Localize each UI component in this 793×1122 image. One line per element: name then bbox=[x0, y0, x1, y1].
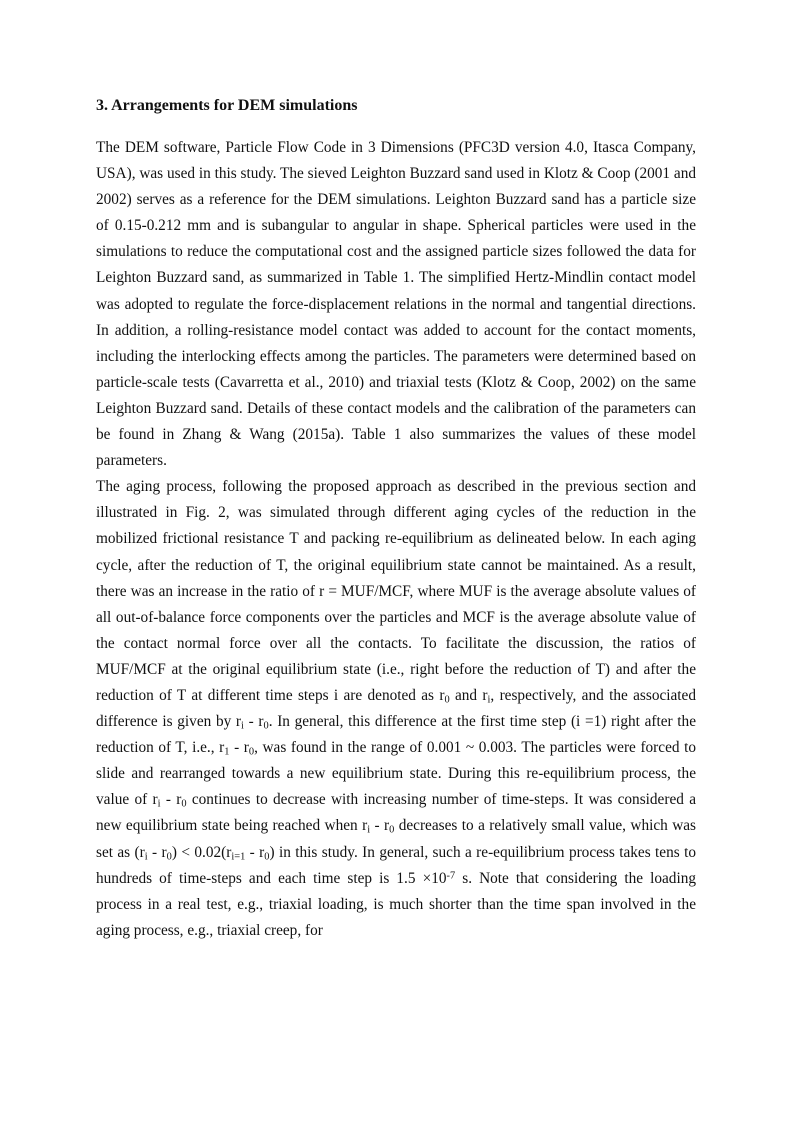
text-run: s. Note that considering the loading process in a real test, e.g., triaxial loading, is much shorter than the time span involved in the aging process, e.g., triaxial creep, for bbox=[96, 869, 697, 939]
subscript: 0 bbox=[166, 851, 172, 863]
text-run: - r bbox=[160, 791, 182, 809]
subscript: 0 bbox=[444, 694, 450, 706]
text-run: , respectively, and the associated difference is given by r bbox=[96, 686, 696, 731]
text-run: decreases to a relatively small value, which was set as (r bbox=[96, 817, 696, 861]
document-page bbox=[96, 93, 696, 944]
paragraph-aging-process bbox=[96, 474, 696, 944]
text-run: - r bbox=[147, 843, 167, 861]
text-run: . In general, this difference at the first time step (i =1) right after the reduction of T, i.e., r bbox=[96, 713, 696, 757]
subscript: 1 bbox=[224, 746, 230, 758]
subscript: i bbox=[367, 825, 371, 837]
section-heading: 3. Arrangements for DEM simulations bbox=[96, 97, 358, 114]
text-run: continues to decrease with increasing number of time-steps. It was considered a new equilibrium state being reached when r bbox=[96, 791, 696, 835]
subscript: i bbox=[144, 851, 148, 863]
text-run: ) < 0.02(r bbox=[171, 843, 232, 861]
subscript: i bbox=[487, 694, 491, 706]
subscript: i bbox=[241, 720, 244, 732]
text-run: - r bbox=[370, 817, 390, 835]
subscript: 0 bbox=[389, 825, 395, 837]
text-run: ) in this study. In general, such a re-equilibrium process takes tens to hundreds of time-steps and each time step is 1.5 ×10 bbox=[96, 843, 696, 887]
text-run: - r bbox=[229, 739, 249, 757]
text-run: - r bbox=[243, 713, 264, 731]
paragraph-dem-software: The DEM software, Particle Flow Code in 3 Dimensions (PFC3D version 4.0, Itasca Company, USA), was used in this study. The sieved Leighton Buzzard sand used in Klotz & Coop (2001 and 2002) serves as a reference for the DEM simulations. Leighton Buzzard sand has a particle size of 0.15-0.212 mm and is subangular to angular in shape. Spherical particles were used in the simulations to reduce the computational cost and the assigned particle sizes followed the data for Leighton Buzzard sand, as summarized in Table 1. The simplified Hertz-Mindlin contact model was adopted to regulate the force-displacement relations in the normal and tangential directions. In addition, a rolling-resistance model contact was added to account for the contact moments, including the interlocking effects among the particles. The parameters were determined based on particle-scale tests (Cavarretta et al., 2010) and triaxial tests (Klotz & Coop, 2002) on the same Leighton Buzzard sand. Details of these contact models and the calibration of the parameters can be found in Zhang & Wang (2015a). Table 1 also summarizes the values of these model parameters. bbox=[96, 139, 696, 470]
text-run: , was found in the range of 0.001 ~ 0.003. The particles were forced to slide and rearranged towards a new equilibrium state. During this re-equilibrium process, the value of r bbox=[96, 739, 697, 809]
text-run: - r bbox=[245, 843, 265, 861]
subscript: 0 bbox=[264, 851, 270, 863]
superscript: -7 bbox=[446, 869, 456, 881]
subscript: i bbox=[157, 798, 161, 810]
subscript: 0 bbox=[263, 720, 269, 732]
text-run: and r bbox=[449, 686, 488, 704]
text-run: The aging process, following the proposed approach as described in the previous section and illustrated in Fig. 2, was simulated through different aging cycles of the reduction in the mobilized frictional resistance T and packing re-equilibrium as delineated below. In each aging cycle, after the reduction of T, the original equilibrium state cannot be maintained. As a result, there was an increase in the ratio of r = MUF/MCF, where MUF is the average absolute values of all out-of-balance force components over the particles and MCF is the average absolute value of the contact normal force over all the contacts. To facilitate the discussion, the ratios of MUF/MCF at the original equilibrium state (i.e., right before the reduction of T) and after the reduction of T at different time steps i are denoted as r bbox=[96, 478, 696, 704]
subscript: i=1 bbox=[231, 851, 246, 863]
subscript: 0 bbox=[181, 798, 187, 810]
subscript: 0 bbox=[248, 746, 255, 758]
